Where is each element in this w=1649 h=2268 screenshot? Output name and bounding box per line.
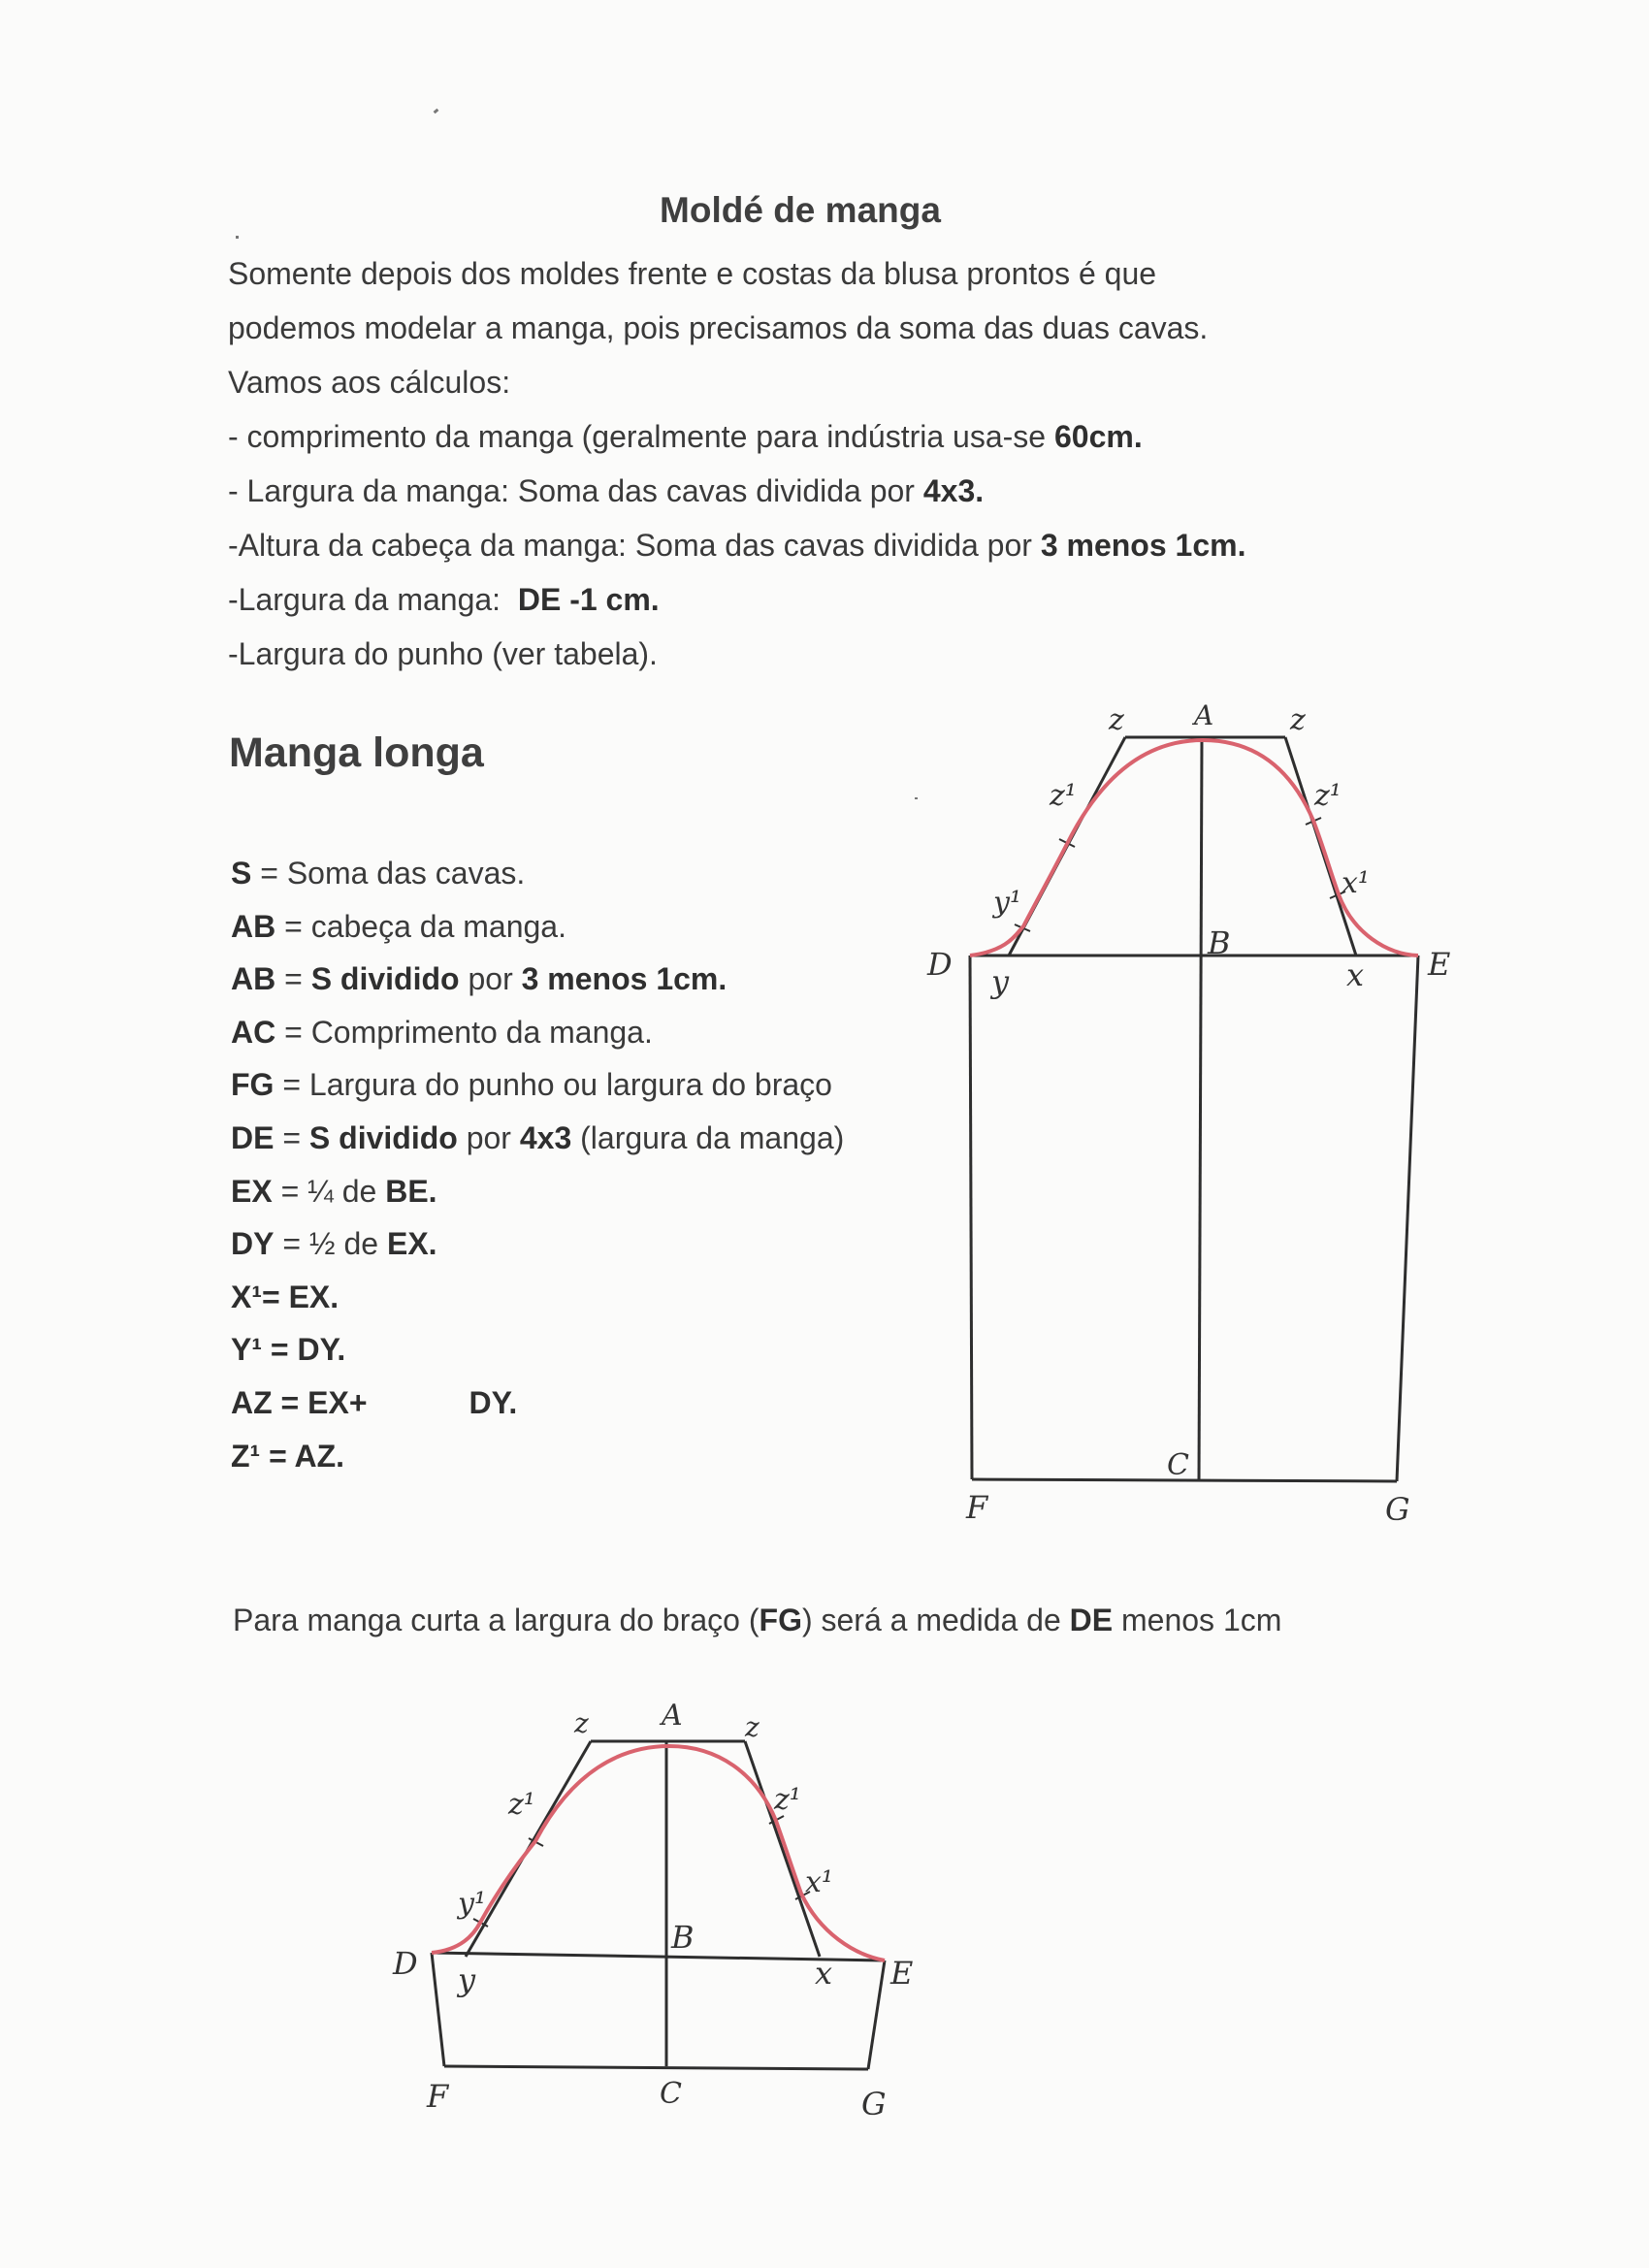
short-sleeve-cap-curve bbox=[432, 1746, 885, 1960]
def-key: DE bbox=[231, 1119, 275, 1155]
def-bold: DY. bbox=[469, 1384, 518, 1420]
def-text: = bbox=[275, 961, 311, 997]
def-key: EX bbox=[231, 1173, 273, 1209]
def-text: por bbox=[459, 961, 522, 997]
label-x1: x¹ bbox=[805, 1865, 833, 1899]
label-y: y bbox=[458, 1961, 476, 1998]
label-x: x bbox=[815, 1955, 833, 1992]
def-key: FG bbox=[231, 1067, 275, 1103]
def-key: AZ = EX+ bbox=[231, 1384, 368, 1420]
def-key: AB bbox=[231, 908, 276, 944]
left-edge-df bbox=[432, 1953, 444, 2066]
intro-bold-span: 3 menos 1cm. bbox=[1040, 528, 1246, 563]
right-edge-eg bbox=[868, 1960, 885, 2069]
def-bold: = AZ. bbox=[260, 1438, 345, 1474]
note-bold: DE bbox=[1069, 1603, 1114, 1637]
label-a: A bbox=[1194, 699, 1214, 731]
label-b: B bbox=[671, 1919, 695, 1956]
line-ac bbox=[1199, 737, 1202, 1481]
def-bold: = DY. bbox=[262, 1332, 346, 1368]
def-bold: 3 menos 1cm. bbox=[521, 961, 728, 997]
label-z1-right: z¹ bbox=[1314, 779, 1342, 813]
label-a: A bbox=[662, 1699, 683, 1733]
label-y1: y¹ bbox=[993, 886, 1021, 920]
def-bold: S dividido bbox=[308, 1119, 458, 1155]
label-x1: x¹ bbox=[1342, 866, 1370, 900]
label-e: E bbox=[1428, 946, 1451, 983]
label-z-right: z bbox=[745, 1711, 760, 1743]
label-e: E bbox=[890, 1955, 914, 1992]
label-z1-left: z¹ bbox=[1050, 779, 1077, 813]
intro-text-span: - Largura da manga: Soma das cavas dividida por bbox=[228, 473, 923, 508]
intro-text-span: -Altura da cabeça da manga: Soma das cavas dividida por bbox=[228, 528, 1041, 563]
def-key: Z¹ bbox=[231, 1438, 261, 1474]
label-b: B bbox=[1208, 924, 1231, 961]
def-key: Y¹ bbox=[231, 1332, 262, 1368]
label-d: D bbox=[393, 1945, 418, 1982]
def-bold: S dividido bbox=[310, 961, 460, 997]
note-bold: FG bbox=[759, 1603, 802, 1637]
section-title: Manga longa bbox=[229, 729, 484, 776]
intro-bold-span: 4x3. bbox=[922, 473, 985, 508]
intro-bold-span: DE -1 cm. bbox=[517, 582, 660, 617]
def-text: = Soma das cavas. bbox=[251, 856, 526, 891]
label-f: F bbox=[427, 2078, 449, 2115]
label-z-left: z bbox=[574, 1707, 589, 1739]
label-z1-left: z¹ bbox=[508, 1788, 535, 1822]
def-text: = ½ de bbox=[274, 1226, 387, 1262]
page-title: Moldé de manga bbox=[660, 190, 941, 230]
def-text: = Largura do punho ou largura do braço bbox=[274, 1067, 832, 1103]
def-text: = bbox=[274, 1119, 309, 1155]
label-f: F bbox=[966, 1489, 988, 1526]
def-bold: = EX. bbox=[262, 1279, 340, 1314]
label-z-right: z bbox=[1290, 703, 1306, 737]
def-text: = cabeça da manga. bbox=[275, 908, 566, 944]
def-text: por bbox=[457, 1119, 520, 1155]
label-y1: y¹ bbox=[458, 1887, 486, 1921]
def-text: = ¼ de bbox=[272, 1173, 386, 1209]
note-text: menos 1cm bbox=[1113, 1603, 1282, 1637]
intro-line: Somente depois dos moldes frente e costas da blusa prontos é que bbox=[228, 256, 1157, 291]
note-text: Para manga curta a largura do braço ( bbox=[233, 1603, 760, 1637]
label-g: G bbox=[1385, 1491, 1410, 1528]
label-y: y bbox=[991, 963, 1010, 1000]
def-key: AC bbox=[231, 1014, 276, 1050]
label-g: G bbox=[861, 2086, 887, 2122]
label-z-left: z bbox=[1109, 703, 1124, 737]
def-key: DY bbox=[231, 1226, 275, 1262]
intro-line: -Largura do punho (ver tabela). bbox=[228, 636, 658, 671]
short-sleeve-diagram bbox=[432, 1741, 885, 2069]
label-d: D bbox=[927, 946, 953, 983]
intro-line: podemos modelar a manga, pois precisamos da soma das duas cavas. bbox=[228, 310, 1209, 345]
line-fg bbox=[444, 2066, 868, 2069]
def-key: S bbox=[231, 856, 252, 891]
left-edge-dfp bbox=[970, 956, 972, 1479]
label-z1-right: z¹ bbox=[774, 1783, 801, 1817]
label-x: x bbox=[1346, 956, 1365, 993]
def-bold: 4x3 bbox=[519, 1119, 572, 1155]
def-key: AB bbox=[231, 961, 276, 997]
intro-text-span: - comprimento da manga (geralmente para indústria usa-se bbox=[228, 419, 1054, 454]
label-c: C bbox=[1167, 1448, 1189, 1482]
sleeve-cap-curve bbox=[970, 740, 1418, 956]
right-edge-eg bbox=[1397, 956, 1418, 1481]
intro-text-span: -Largura da manga: bbox=[228, 582, 518, 617]
intro-bold-span: 60cm. bbox=[1053, 419, 1143, 454]
intro-line: Vamos aos cálculos: bbox=[228, 365, 511, 400]
label-c: C bbox=[660, 2077, 682, 2111]
long-sleeve-diagram bbox=[970, 737, 1418, 1481]
def-bold: EX. bbox=[386, 1226, 437, 1262]
def-key: X¹ bbox=[231, 1279, 262, 1314]
def-text: (largura da manga) bbox=[571, 1119, 845, 1155]
def-text: = Comprimento da manga. bbox=[275, 1014, 653, 1050]
def-bold: BE. bbox=[385, 1173, 437, 1209]
note-text: ) será a medida de bbox=[801, 1603, 1070, 1637]
trapezoid-right-side bbox=[745, 1741, 820, 1957]
